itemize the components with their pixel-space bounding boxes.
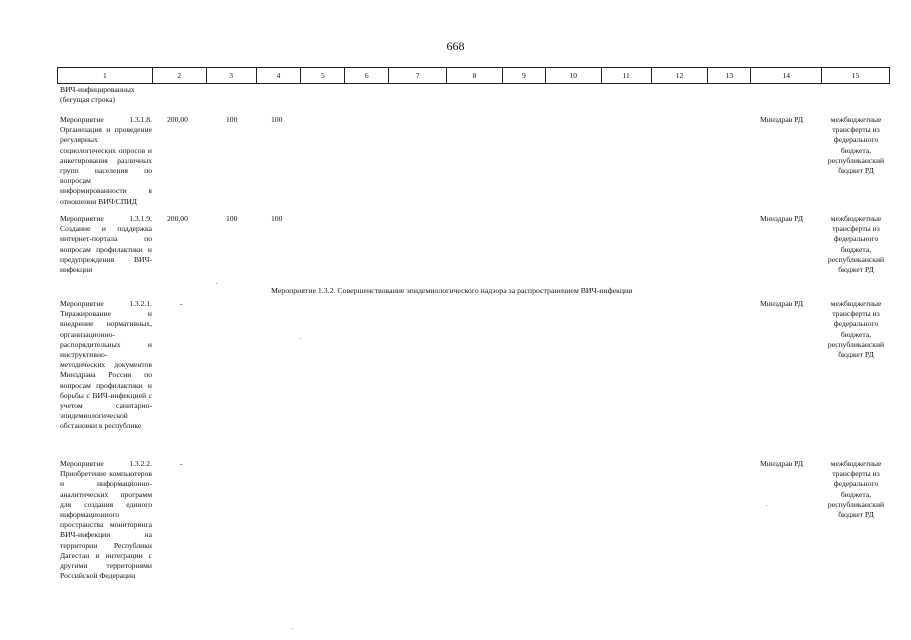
column-number: 10 bbox=[545, 68, 601, 83]
column-number: 13 bbox=[707, 68, 750, 83]
cell-value: 100 bbox=[271, 214, 283, 223]
executor: Минздрав РД bbox=[760, 214, 804, 223]
cell-value: 200,00 bbox=[167, 115, 188, 124]
column-number: 11 bbox=[601, 68, 651, 83]
activity-name: Мероприятие 1.3.2.2. Приобретение компьютеров и информационно-аналитических программ для создания единого информационного пространства мониторинга ВИЧ-инфекции на территории Республики Дагестан и интеграции с другими территориями Российской Федерации bbox=[60, 459, 152, 581]
funding-source: межбюджетные трансферты из федерального бюджета, республиканский бюджет РД bbox=[827, 214, 885, 275]
funding-source: межбюджетные трансферты из федерального бюджета, республиканский бюджет РД bbox=[827, 299, 885, 360]
scan-speck bbox=[766, 505, 767, 506]
continued-row-text: ВИЧ-инфицированных (бегущая строка) bbox=[60, 85, 135, 105]
funding-source: межбюджетные трансферты из федерального бюджета, республиканский бюджет РД bbox=[827, 115, 885, 176]
column-number: 6 bbox=[344, 68, 388, 83]
column-number: 14 bbox=[750, 68, 821, 83]
column-number: 7 bbox=[388, 68, 446, 83]
column-number: 9 bbox=[502, 68, 545, 83]
activity-name: Мероприятие 1.3.1.8. Организация и проведение регулярных социологических опросов и анкетирования различных групп населения по вопросам информированности в отношении ВИЧ/СПИД bbox=[60, 115, 152, 206]
cell-value: 100 bbox=[271, 115, 283, 124]
column-number: 15 bbox=[821, 68, 889, 83]
cell-value: 100 bbox=[226, 214, 238, 223]
activity-name: Мероприятие 1.3.1.9. Создание и поддержка интернет-портала по вопросам профилактики и предупреждения ВИЧ-инфекции bbox=[60, 214, 152, 275]
section-title: Мероприятие 1.3.2. Совершенствование эпидемиологического надзора за распространением ВИЧ-инфекции bbox=[271, 286, 633, 295]
column-number: 4 bbox=[256, 68, 301, 83]
cell-value: 200,00 bbox=[167, 214, 188, 223]
page-number: 668 bbox=[446, 39, 465, 53]
column-number: 8 bbox=[446, 68, 502, 83]
executor: Минздрав РД bbox=[760, 459, 804, 468]
cell-value: - bbox=[180, 459, 183, 468]
activity-name: Мероприятие 1.3.2.1. Тиражирование и внедрение нормативных, организационно-распорядительных и инструктивно-методических документов Минздрава России по вопросам профилактики и борьбы с ВИЧ-инфекцией с учетом санитарно-эпидемиологической обстановки в республике bbox=[60, 299, 152, 431]
funding-source: межбюджетные трансферты из федерального бюджета, республиканский бюджет РД bbox=[827, 459, 885, 520]
column-number: 2 bbox=[152, 68, 206, 83]
column-number: 5 bbox=[300, 68, 344, 83]
scan-speck bbox=[292, 628, 293, 629]
column-number: 12 bbox=[651, 68, 708, 83]
executor: Минздрав РД bbox=[760, 299, 804, 308]
scan-speck bbox=[216, 283, 217, 284]
cell-value: 100 bbox=[226, 115, 238, 124]
cell-value: - bbox=[180, 299, 183, 308]
table-header-row bbox=[57, 67, 890, 84]
column-number: 1 bbox=[103, 71, 107, 80]
executor: Минздрав РД bbox=[760, 115, 804, 124]
scan-speck bbox=[300, 338, 301, 339]
column-number: 3 bbox=[206, 68, 256, 83]
